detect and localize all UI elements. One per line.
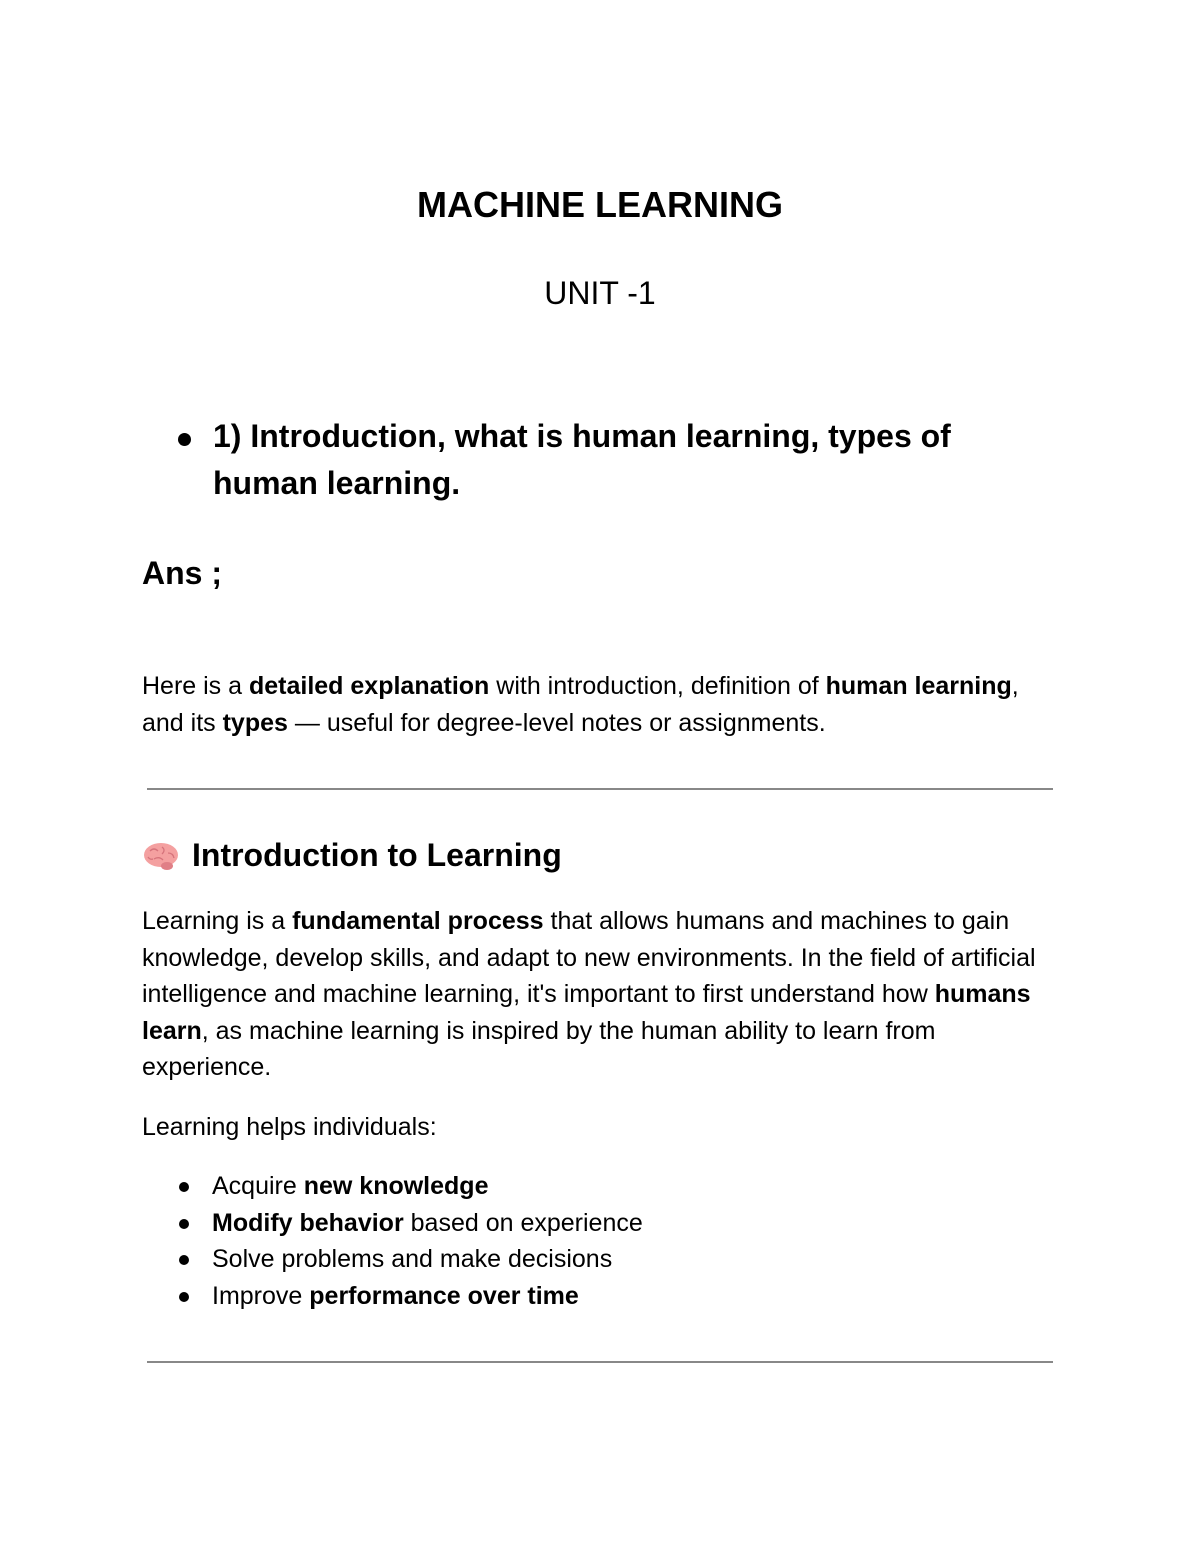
text-run: , and its bbox=[142, 672, 1019, 737]
bullet-icon bbox=[179, 1255, 189, 1265]
bold-text: types bbox=[222, 708, 288, 737]
text-run: Acquire bbox=[212, 1172, 304, 1200]
text-run: Learning is a bbox=[142, 907, 293, 935]
section-paragraph bbox=[142, 903, 1057, 1086]
text-run: Here is a bbox=[142, 672, 249, 700]
bold-text: detailed explanation bbox=[248, 672, 490, 700]
helps-label: Learning helps individuals: bbox=[142, 1113, 437, 1141]
intro-paragraph bbox=[142, 668, 1057, 741]
bullet-icon bbox=[178, 433, 191, 446]
bold-text: human learning bbox=[825, 672, 1012, 700]
list-item bbox=[142, 1205, 643, 1242]
bullet-icon bbox=[179, 1219, 189, 1229]
text-run: based on experience bbox=[403, 1208, 643, 1237]
divider bbox=[147, 788, 1053, 790]
list-item bbox=[142, 1241, 643, 1278]
unit-label: UNIT -1 bbox=[544, 275, 656, 311]
text-run: — useful for degree-level notes or assignments. bbox=[287, 708, 826, 737]
question-text: 1) Introduction, what is human learning, types of human learning. bbox=[213, 418, 951, 501]
text-run: that allows humans and machines to gain knowledge, develop skills, and adapt to new environments. In the field of artificial intelligence and machine learning, it's important to first understand how bbox=[142, 907, 1036, 1008]
list-item bbox=[142, 1278, 643, 1315]
list-item bbox=[142, 1168, 643, 1205]
text-run: Solve problems and make decisions bbox=[212, 1245, 613, 1273]
document-title: MACHINE LEARNING bbox=[417, 184, 783, 225]
text-run: Improve bbox=[212, 1281, 310, 1310]
text-run: , as machine learning is inspired by the human ability to learn from experience. bbox=[142, 1016, 936, 1081]
bold-text: performance over time bbox=[309, 1281, 579, 1310]
answer-label: Ans ; bbox=[142, 555, 222, 591]
bold-text: Modify behavior bbox=[212, 1208, 404, 1237]
bold-text: new knowledge bbox=[303, 1172, 489, 1200]
bold-text: humans learn bbox=[142, 980, 1031, 1045]
bold-text: fundamental process bbox=[292, 907, 544, 935]
bullet-icon bbox=[179, 1182, 189, 1192]
text-run: with introduction, definition of bbox=[489, 672, 826, 700]
helps-list bbox=[142, 1168, 643, 1314]
brain-icon bbox=[142, 841, 180, 871]
section-heading bbox=[142, 837, 562, 874]
question-item bbox=[142, 413, 1062, 507]
section-heading-text: Introduction to Learning bbox=[192, 837, 562, 873]
divider bbox=[147, 1361, 1053, 1363]
bullet-icon bbox=[179, 1292, 189, 1302]
